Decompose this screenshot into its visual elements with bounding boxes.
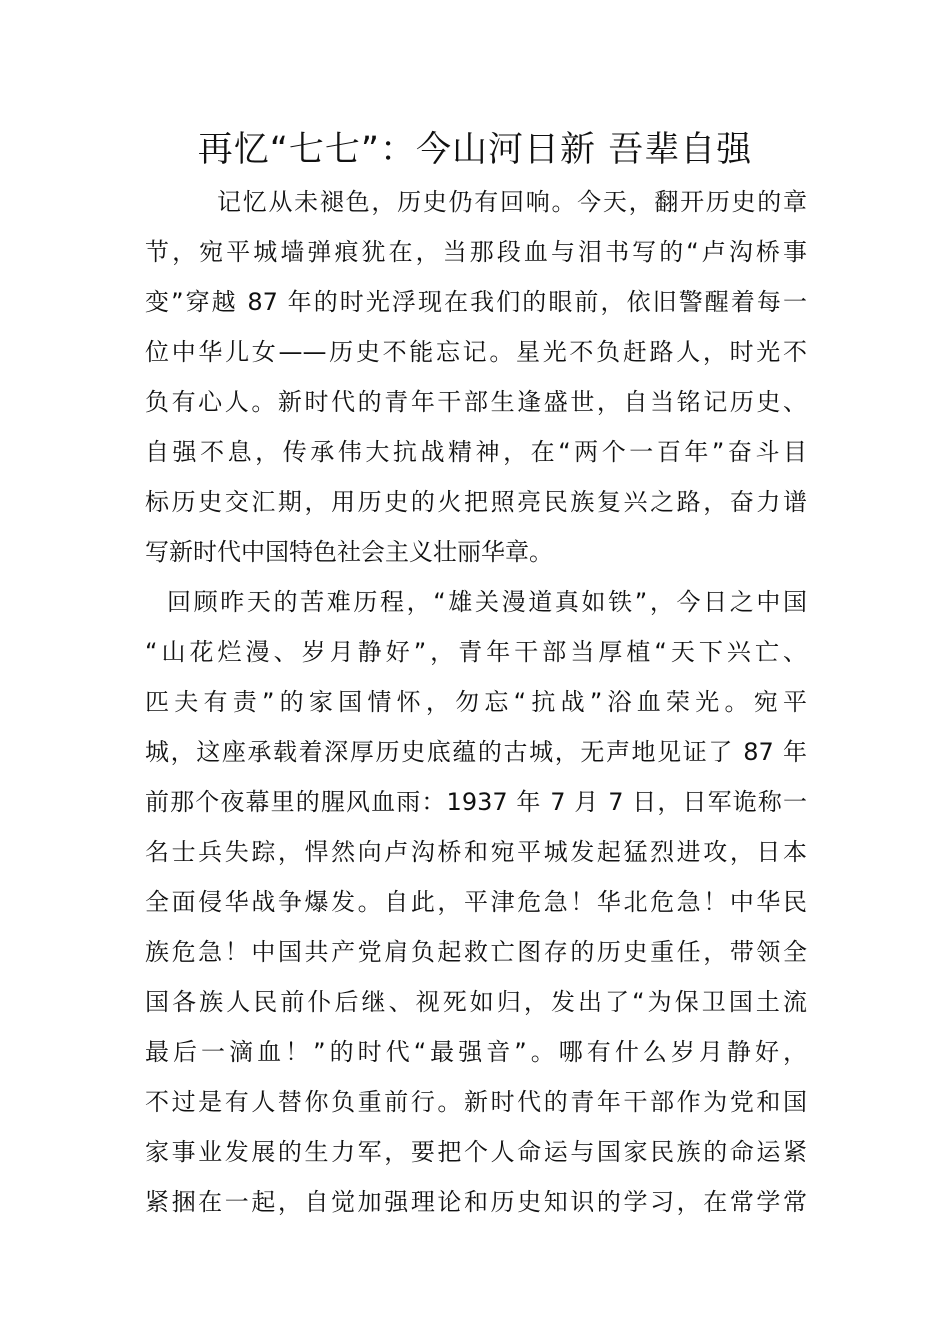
text-line: 族危急！中国共产党肩负起救亡图存的历史重任，带领全: [145, 938, 807, 966]
text-line: 紧捆在一起，自觉加强理论和历史知识的学习，在常学常: [145, 1188, 807, 1216]
text-line: 负有心人。新时代的青年干部生逢盛世，自当铭记历史、: [145, 388, 807, 416]
text-line: 最后一滴血！”的时代“最强音”。哪有什么岁月静好，: [145, 1038, 807, 1066]
document-body: [145, 177, 807, 1227]
text-line: 标历史交汇期，用历史的火把照亮民族复兴之路，奋力谱: [145, 488, 807, 516]
text-line: 位中华儿女——历史不能忘记。星光不负赶路人，时光不: [145, 338, 807, 366]
text-line: 不过是有人替你负重前行。新时代的青年干部作为党和国: [145, 1088, 807, 1116]
text-line: “山花烂漫、岁月静好”，青年干部当厚植“天下兴亡、: [145, 638, 807, 666]
text-line: 变”穿越 87 年的时光浮现在我们的眼前，依旧警醒着每一: [145, 288, 807, 316]
text-line: 城，这座承载着深厚历史底蕴的古城，无声地见证了 87 年: [145, 738, 807, 766]
text-line: 回顾昨天的苦难历程，“雄关漫道真如铁”，今日之中国: [167, 588, 807, 616]
text-line: 家事业发展的生力军，要把个人命运与国家民族的命运紧: [145, 1138, 807, 1166]
text-line: 国各族人民前仆后继、视死如归，发出了“为保卫国土流: [145, 988, 807, 1016]
text-line: 名士兵失踪，悍然向卢沟桥和宛平城发起猛烈进攻，日本: [145, 838, 807, 866]
paragraph-1: [145, 177, 807, 577]
text-line: 全面侵华战争爆发。自此，平津危急！华北危急！中华民: [145, 888, 807, 916]
paragraph-2: [145, 577, 807, 1227]
document-title: 再忆“七七”：今山河日新 吾辈自强: [197, 130, 753, 170]
text-line: 记忆从未褪色，历史仍有回响。今天，翻开历史的章: [217, 188, 807, 216]
text-line: 自强不息，传承伟大抗战精神，在“两个一百年”奋斗目: [145, 438, 807, 466]
text-line: 节，宛平城墙弹痕犹在，当那段血与泪书写的“卢沟桥事: [145, 238, 807, 266]
text-line: 匹夫有责”的家国情怀，勿忘“抗战”浴血荣光。宛平: [145, 688, 807, 716]
text-line: 前那个夜幕里的腥风血雨：1937 年 7 月 7 日，日军诡称一: [145, 788, 807, 816]
text-line: 写新时代中国特色社会主义壮丽华章。: [145, 538, 553, 566]
